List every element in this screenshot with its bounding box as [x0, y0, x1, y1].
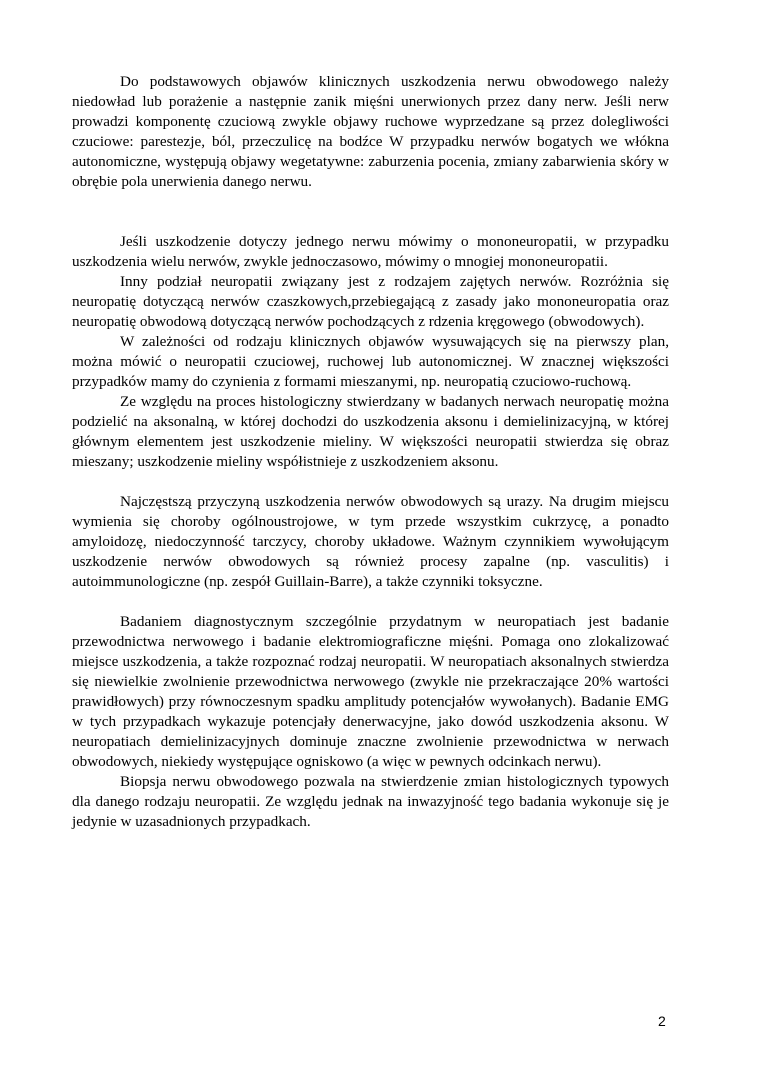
paragraph-spacer: [72, 472, 669, 492]
document-body: [72, 72, 669, 832]
paragraph-symptom-classification: W zależności od rodzaju klinicznych objawów wysuwających się na pierwszy plan, można mówić o neuropatii czuciowej, ruchowej lub autonomicznej. W znacznej większości przypadków mamy do czynienia z formami mieszanymi, np. neuropatią czuciowo-ruchową.: [72, 333, 669, 390]
paragraph-diagnostics: Badaniem diagnostycznym szczególnie przydatnym w neuropatiach jest badanie przewodnictwa nerwowego i badanie elektromiograficzne mięśni. Pomaga ono zlokalizować miejsce uszkodzenia, a także rozpoznać rodzaj neuropatii. W neuropatiach aksonalnych stwierdza się niewielkie zwolnienie przewodnictwa nerwowego (zwykle nie przekraczające 20% wartości prawidłowych) przy równoczesnym spadku amplitudy potencjałów wywołanych). Badanie EMG w tych przypadkach wykazuje potencjały denerwacyjne, jako dowód uszkodzenia aksonu. W neuropatiach demielinizacyjnych dominuje znaczne zwolnienie przewodnictwa w nerwach obwodowych, niekiedy występujące ogniskowo (a więc w pewnych odcinkach nerwu).: [72, 613, 669, 770]
paragraph-spacer: [72, 212, 669, 232]
paragraph-nerve-type-division: Inny podział neuropatii związany jest z rodzajem zajętych nerwów. Rozróżnia się neuropatię dotyczącą nerwów czaszkowych,przebiegającą z zasady jako mononeuropatia oraz neuropatię obwodową dotyczącą nerwów pochodzących z rdzenia kręgowego (obwodowych).: [72, 273, 669, 330]
paragraph-clinical-symptoms: Do podstawowych objawów klinicznych uszkodzenia nerwu obwodowego należy niedowład lub porażenie a następnie zanik mięśni unerwionych przez dany nerw. Jeśli nerw prowadzi komponentę czuciową zwykle objawy ruchowe wyprzedzane są przez dolegliwości czuciowe: parestezje, ból, przeczulicę na bodźce W przypadku nerwów bogatych we włókna autonomiczne, występują objawy wegetatywne: zaburzenia pocenia, zmiany zabarwienia skóry w obrębie pola unerwienia danego nerwu.: [72, 73, 669, 190]
paragraph-biopsy: Biopsja nerwu obwodowego pozwala na stwierdzenie zmian histologicznych typowych dla danego rodzaju neuropatii. Ze względu jednak na inwazyjność tego badania wykonuje się je jedynie w uzasadnionych przypadkach.: [72, 773, 669, 830]
paragraph-spacer: [72, 592, 669, 612]
page-number: 2: [658, 1013, 666, 1029]
paragraph-mononeuropathy: Jeśli uszkodzenie dotyczy jednego nerwu mówimy o mononeuropatii, w przypadku uszkodzenia wielu nerwów, zwykle jednoczasowo, mówimy o mnogiej mononeuropatii.: [72, 233, 669, 270]
paragraph-histological-classification: Ze względu na proces histologiczny stwierdzany w badanych nerwach neuropatię można podzielić na aksonalną, w której dochodzi do uszkodzenia aksonu i demielinizacyjną, w której głównym elementem jest uszkodzenie mieliny. W większości neuropatii stwierdza się obraz mieszany; uszkodzenie mieliny współistnieje z uszkodzeniem aksonu.: [72, 393, 669, 470]
paragraph-spacer: [72, 192, 669, 212]
paragraph-causes: Najczęstszą przyczyną uszkodzenia nerwów obwodowych są urazy. Na drugim miejscu wymienia się choroby ogólnoustrojowe, w tym przede wszystkim cukrzycę, a ponadto amyloidozę, niedoczynność tarczycy, choroby układowe. Ważnym czynnikiem wywołującym uszkodzenie nerwów obwodowych są również procesy zapalne (np. vasculitis) i autoimmunologiczne (np. zespół Guillain-Barre), a także czynniki toksyczne.: [72, 493, 669, 590]
